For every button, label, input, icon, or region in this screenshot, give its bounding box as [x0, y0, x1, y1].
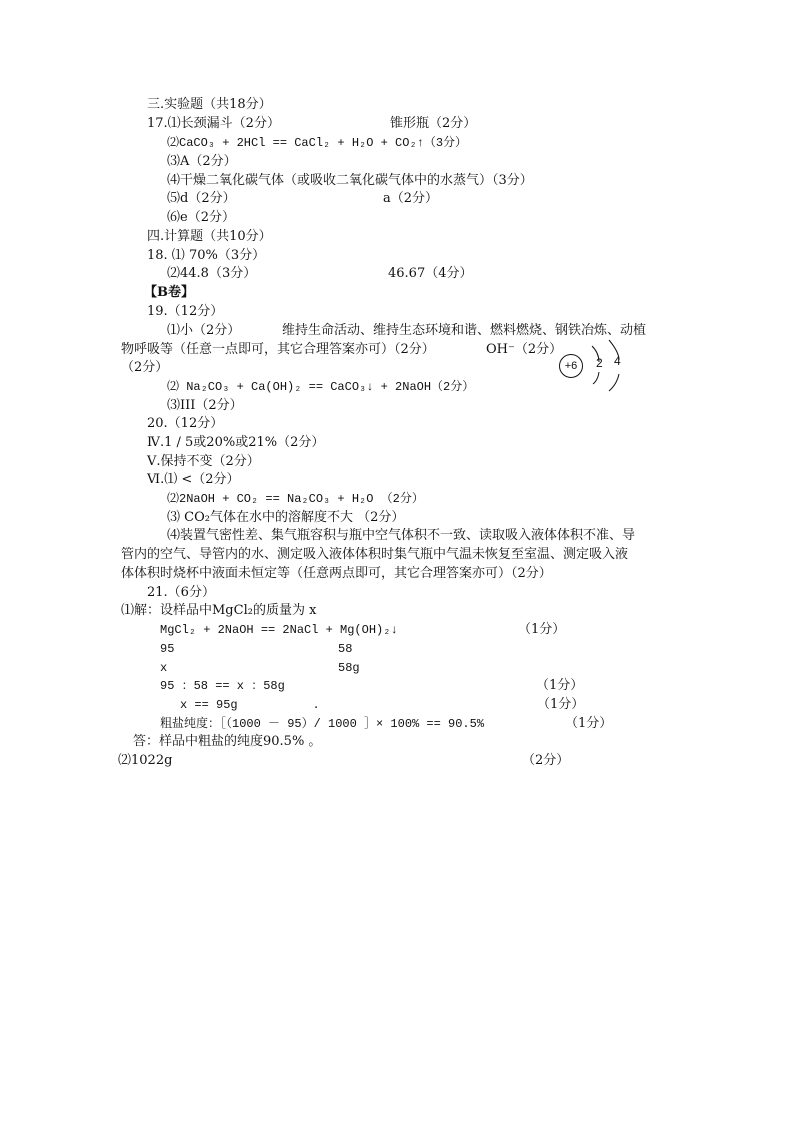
q19-heading: 19.（12分）	[147, 304, 224, 319]
q20-VI-4-answer-b: 管内的空气、导管内的水、测定吸入液体体积时集气瓶中气温未恢复至室温、测定吸入液	[121, 547, 629, 562]
q20-VI-4-answer-c: 体体积时烧杯中液面未恒定等（任意两点即可，其它合理答案亦可）（2分）	[121, 566, 552, 581]
q21-proportion: 95 ：58 == x ：58g	[160, 679, 285, 693]
section4-title: 四.计算题（共10分）	[147, 229, 272, 244]
q19-3-answer: ⑶III（2分）	[167, 398, 243, 413]
atom-nucleus: +6	[559, 354, 583, 378]
q18-1-answer: 18. ⑴ 70%（3分）	[147, 248, 266, 263]
q21-mass-ratio-1a: 95	[160, 642, 175, 656]
q20-VI-1-answer: Ⅵ.⑴ <（2分）	[147, 472, 240, 487]
q21-final-answer: 答：样品中粗盐的纯度90.5% 。	[133, 734, 322, 749]
q21-stray-dot: .	[314, 697, 319, 712]
q20-VI-3-answer: ⑶ CO₂气体在水中的溶解度不大 （2分）	[167, 510, 405, 525]
q21-mass-ratio-2b: 58g	[338, 661, 360, 675]
q21-purity: 粗盐纯度：［（1000 － 95）/ 1000 ］× 100% == 90.5%	[160, 717, 485, 731]
q17-3-answer: ⑶A（2分）	[167, 154, 237, 169]
q17-5-answer-a: ⑸d（2分）	[167, 191, 236, 206]
q19-1-answer-e: （2分）	[121, 360, 169, 375]
q21-purity-score: （1分）	[565, 716, 613, 731]
q20-VI-2-equation: ⑵2NaOH + CO₂ == Na₂CO₃ + H₂O （2分）	[167, 492, 424, 506]
q18-2-answer-a: ⑵44.8（3分）	[167, 266, 257, 281]
q20-V-answer: Ⅴ.保持不变（2分）	[147, 454, 260, 469]
q21-1-setup: ⑴解：设样品中MgCl₂的质量为 x	[121, 603, 317, 618]
q17-4-answer: ⑷干燥二氧化碳气体（或吸收二氧化碳气体中的水蒸气）（3分）	[167, 173, 533, 188]
q21-equation: MgCl₂ + 2NaOH == 2NaCl + Mg(OH)₂↓	[160, 623, 398, 637]
q21-2-answer: ⑵1022g	[118, 753, 173, 768]
q21-mass-ratio-2a: x	[160, 661, 168, 675]
q18-2-answer-b: 46.67（4分）	[388, 266, 473, 281]
q21-mass-ratio-1b: 58	[338, 642, 353, 656]
q21-equation-score: （1分）	[518, 622, 566, 637]
q21-proportion-score: （1分）	[536, 678, 584, 693]
q21-heading: 21.（6分）	[147, 585, 215, 600]
q21-2-score: （2分）	[522, 753, 570, 768]
q17-2-equation: ⑵CaCO₃ + 2HCl == CaCl₂ + H₂O + CO₂↑（3分）	[167, 136, 468, 150]
q21-x-value: x == 95g	[180, 698, 238, 712]
q17-1-answer-b: 锥形瓶（2分）	[390, 116, 477, 131]
section3-title: 三.实验题（共18分）	[147, 97, 272, 112]
q19-1-answer-a: ⑴小（2分）	[167, 323, 241, 338]
q20-IV-answer: Ⅳ.1 / 5或20%或21%（2分）	[147, 435, 325, 450]
q17-5-answer-b: a（2分）	[383, 191, 439, 206]
q20-VI-4-answer-a: ⑷装置气密性差、集气瓶容积与瓶中空气体积不一致、读取吸入液体体积不准、导	[167, 528, 636, 543]
q20-heading: 20.（12分）	[147, 416, 224, 431]
q19-1-answer-d: OH⁻（2分）	[486, 342, 563, 357]
q19-2-equation: ⑵ Na₂CO₃ + Ca(OH)₂ == CaCO₃↓ + 2NaOH（2分）	[167, 380, 475, 394]
q17-1-answer-a: 17.⑴长颈漏斗（2分）	[147, 116, 280, 131]
q19-1-answer-c: 物呼吸等（任意一点即可，其它合理答案亦可）（2分）	[121, 342, 435, 357]
q19-1-answer-b: 维持生命活动、维持生态环境和谐、燃料燃烧、钢铁冶炼、动植	[282, 323, 647, 338]
atom-shell2-count: 4	[614, 354, 621, 368]
atom-shell1-count: 2	[596, 356, 603, 370]
atom-shell-arcs	[586, 336, 636, 394]
part-b-title: 【B卷】	[144, 285, 194, 300]
q21-x-value-score: （1分）	[537, 697, 585, 712]
q17-6-answer: ⑹e（2分）	[167, 210, 235, 225]
